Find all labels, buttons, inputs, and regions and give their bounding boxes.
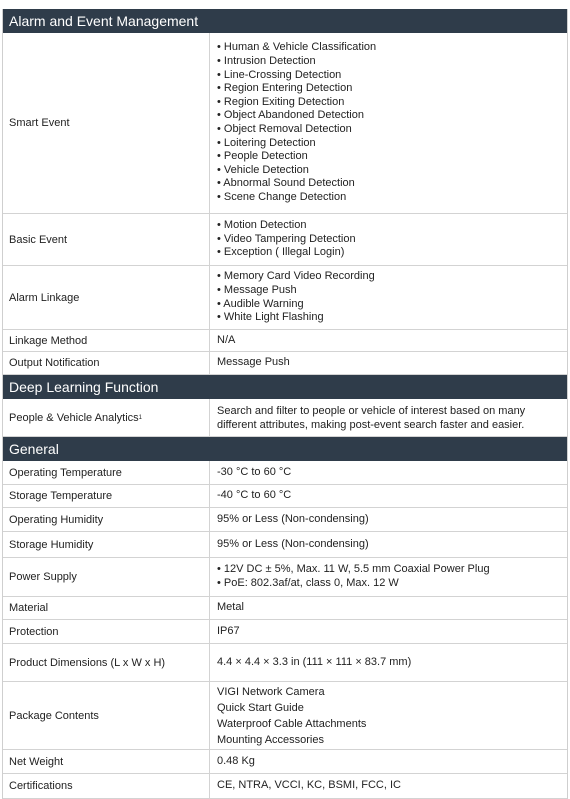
spec-label: Net Weight: [3, 750, 210, 773]
spec-row-basic-event: [3, 214, 567, 266]
spec-label: Storage Temperature: [3, 485, 210, 507]
section-header-alarm-event: Alarm and Event Management: [3, 9, 567, 33]
spec-table: [2, 9, 568, 799]
spec-value: [210, 352, 567, 374]
spec-label: Basic Event: [3, 214, 210, 265]
spec-label: Operating Humidity: [3, 508, 210, 531]
spec-value: [210, 266, 567, 329]
value-text: 0.48 Kg: [217, 754, 255, 767]
spec-value: [210, 620, 567, 643]
list-item: • Motion Detection: [217, 219, 307, 232]
list-item: Mounting Accessories: [217, 733, 324, 746]
spec-row-operating-temperature: [3, 461, 567, 485]
list-item: • Region Entering Detection: [217, 82, 353, 95]
value-text: 4.4 × 4.4 × 3.3 in (111 × 111 × 83.7 mm): [217, 655, 412, 668]
list-item: VIGI Network Camera: [217, 685, 325, 698]
value-text: -40 °C to 60 °C: [217, 489, 292, 502]
spec-label: Material: [3, 597, 210, 619]
value-line: Search and filter to people or vehicle of interest based on many: [217, 404, 526, 417]
list-item: • Audible Warning: [217, 297, 304, 310]
spec-value: [210, 532, 567, 557]
value-text: 95% or Less (Non-condensing): [217, 512, 369, 525]
spec-label: Package Contents: [3, 682, 210, 749]
value-text: N/A: [217, 333, 236, 346]
spec-label: Storage Humidity: [3, 532, 210, 557]
footnote-marker: 1: [138, 414, 142, 421]
section-header-general: General: [3, 437, 567, 461]
list-item: • Message Push: [217, 283, 297, 296]
value-text: -30 °C to 60 °C: [217, 465, 292, 478]
spec-value: [210, 214, 567, 265]
list-item: • Memory Card Video Recording: [217, 270, 375, 283]
list-item: • Object Abandoned Detection: [217, 109, 364, 122]
spec-row-material: [3, 597, 567, 620]
list-item: • PoE: 802.3af/at, class 0, Max. 12 W: [217, 577, 399, 589]
list-item: • People Detection: [217, 150, 308, 163]
spec-value: [210, 461, 567, 484]
value-text: CE, NTRA, VCCI, KC, BSMI, FCC, IC: [217, 779, 401, 792]
spec-row-product-dimensions: [3, 644, 567, 682]
spec-value: [210, 399, 567, 436]
spec-label: Operating Temperature: [3, 461, 210, 484]
spec-value: [210, 508, 567, 531]
spec-value: [210, 330, 567, 351]
list-item: • Scene Change Detection: [217, 190, 347, 203]
spec-label: [3, 399, 210, 436]
spec-row-power-supply: [3, 558, 567, 597]
spec-row-people-vehicle-analytics: [3, 399, 567, 437]
value-line: different attributes, making post-event search faster and easier.: [217, 418, 525, 431]
spec-row-net-weight: [3, 750, 567, 774]
spec-row-alarm-linkage: [3, 266, 567, 330]
list-item: • Loitering Detection: [217, 136, 316, 149]
list-item: • Vehicle Detection: [217, 163, 309, 176]
spec-value: [210, 774, 567, 798]
spec-row-storage-temperature: [3, 485, 567, 508]
value-text: Metal: [217, 601, 244, 614]
spec-row-protection: [3, 620, 567, 644]
list-item: • White Light Flashing: [217, 311, 324, 324]
spec-row-operating-humidity: [3, 508, 567, 532]
spec-row-storage-humidity: [3, 532, 567, 558]
spec-label: Smart Event: [3, 33, 210, 213]
list-item: • Video Tampering Detection: [217, 232, 356, 245]
spec-label: Power Supply: [3, 558, 210, 596]
spec-row-smart-event: [3, 33, 567, 214]
list-item: • Intrusion Detection: [217, 55, 316, 68]
spec-label: Alarm Linkage: [3, 266, 210, 329]
value-text: 95% or Less (Non-condensing): [217, 537, 369, 550]
spec-value: [210, 33, 567, 213]
list-item: • Region Exiting Detection: [217, 95, 345, 108]
list-item: • Human & Vehicle Classification: [217, 41, 377, 54]
list-item: • 12V DC ± 5%, Max. 11 W, 5.5 mm Coaxial Power Plug: [217, 563, 490, 576]
spec-row-package-contents: [3, 682, 567, 750]
spec-label-text: People & Vehicle Analytics: [9, 411, 139, 424]
spec-value: [210, 644, 567, 681]
spec-label: Linkage Method: [3, 330, 210, 351]
list-item: • Abnormal Sound Detection: [217, 177, 355, 190]
spec-label: Certifications: [3, 774, 210, 798]
spec-label: Protection: [3, 620, 210, 643]
value-text: Message Push: [217, 356, 290, 369]
list-item: Waterproof Cable Attachments: [217, 717, 367, 730]
spec-value: [210, 597, 567, 619]
spec-label: Output Notification: [3, 352, 210, 374]
list-item: • Object Removal Detection: [217, 123, 352, 135]
list-item: Quick Start Guide: [217, 701, 304, 714]
spec-row-certifications: [3, 774, 567, 799]
spec-label: Product Dimensions (L x W x H): [3, 644, 210, 681]
spec-value: [210, 750, 567, 773]
spec-value: [210, 682, 567, 749]
spec-value: [210, 485, 567, 507]
spec-value: [210, 558, 567, 596]
spec-row-output-notification: [3, 352, 567, 375]
spec-row-linkage-method: [3, 330, 567, 352]
section-header-deep-learning: Deep Learning Function: [3, 375, 567, 399]
list-item: • Line-Crossing Detection: [217, 68, 342, 81]
value-text: IP67: [217, 624, 240, 637]
list-item: • Exception ( Illegal Login): [217, 246, 345, 259]
